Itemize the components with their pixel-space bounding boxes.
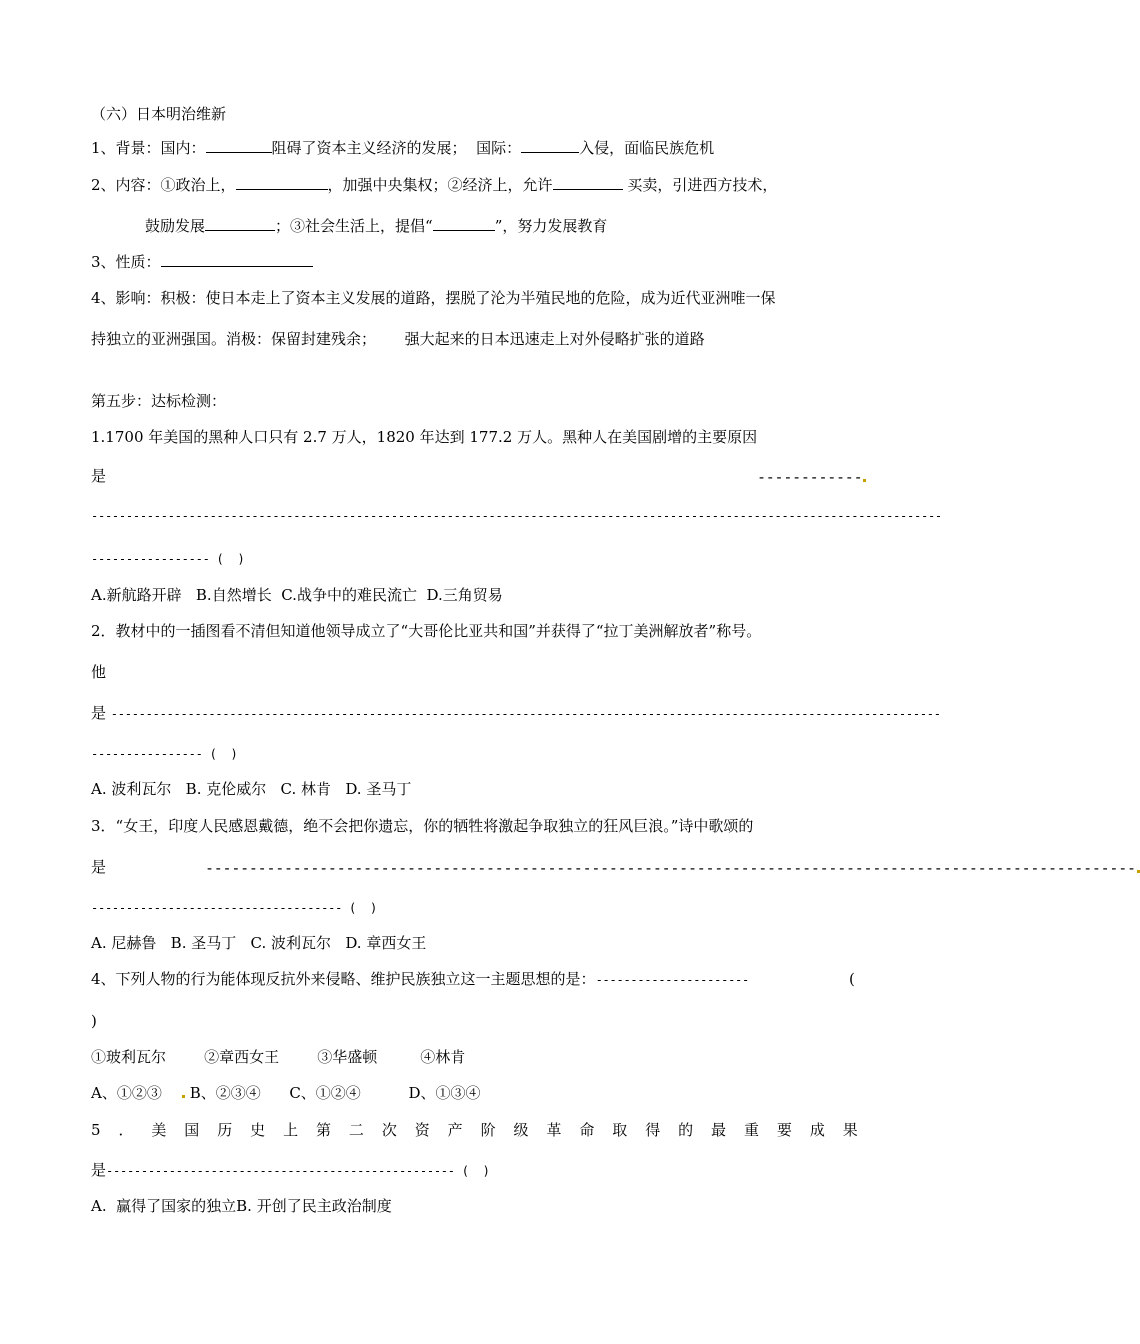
blank-advocate (433, 216, 495, 231)
q4-dash: ---------------------- (595, 973, 750, 987)
content-line-2 (145, 216, 607, 236)
q3-shi: 是 (91, 858, 107, 876)
q1-dash-right (757, 467, 866, 487)
q4-options (91, 1083, 481, 1103)
blank-economy (553, 175, 623, 190)
q2-text: 2．教材中的一插图看不清但知道他领导成立了“大哥伦比亚共和国”并获得了“拉丁美洲解放者”称号。 (91, 622, 762, 640)
q3-dash-end: ------------------------------------ ( ) (91, 901, 377, 915)
q4-text-line (91, 969, 749, 990)
content-end: 买卖，引进西方技术， (622, 176, 778, 194)
mark-dot (182, 1095, 185, 1098)
q5-dash: -------------------------------------------------- ( ) (106, 1164, 490, 1178)
q5-char: 产 (447, 1121, 463, 1139)
blank-politics (236, 175, 328, 190)
q5-char: 上 (283, 1121, 299, 1139)
q3-dash-right (205, 858, 1140, 878)
blank-international (521, 138, 579, 153)
q5-char: 史 (250, 1121, 266, 1139)
q5-shi-line (91, 1160, 490, 1181)
q5-char: 二 (348, 1121, 364, 1139)
q5-char: 次 (381, 1121, 397, 1139)
q1-dash-end: ----------------- ( ) (91, 552, 245, 566)
q1-text: 1.1700 年美国的黑种人口只有 2.7 万人，1820 年达到 177.2 万人。黑种人在美国剧增的主要原因 (91, 428, 758, 446)
background-end: 入侵，面临民族危机 (579, 139, 715, 157)
q3-text: 3．“女王，印度人民感恩戴德，绝不会把你遗忘，你的牺牲将激起争取独立的狂风巨浪。”诗中歌颂的 (91, 817, 754, 835)
q5-char: 5 (91, 1121, 101, 1139)
q5-char: 国 (184, 1121, 200, 1139)
background-mid: 阻碍了资本主义经济的发展； 国际： (271, 139, 522, 157)
q5-char: 命 (579, 1121, 595, 1139)
mark-dot (863, 479, 866, 482)
q5-char: 第 (315, 1121, 331, 1139)
content-mid: ，加强中央集权；②经济上，允许 (327, 176, 553, 194)
q5-options: A. 赢得了国家的独立B. 开创了民主政治制度 (91, 1197, 392, 1215)
q5-text (91, 1120, 858, 1140)
q5-char: 阶 (480, 1121, 496, 1139)
q5-char: 革 (546, 1121, 562, 1139)
q5-char: 成 (809, 1121, 825, 1139)
q1-dash-right-text: ------------ (757, 468, 863, 486)
impact-line-2: 持独立的亚洲强国。消极：保留封建残余； 强大起来的日本迅速走上对外侵略扩张的道路 (91, 330, 705, 348)
content2-end: ”，努力发展教育 (494, 217, 608, 235)
q2-shi: 是 (91, 704, 111, 722)
q5-char: 重 (743, 1121, 759, 1139)
q4-paren-close: ) (91, 1012, 97, 1030)
q4-option-rest: B、②③④ C、①②④ D、①③④ (189, 1084, 481, 1102)
mark-dot (1137, 870, 1140, 873)
q5-char: 得 (645, 1121, 661, 1139)
content-label: 2、内容：①政治上， (91, 176, 236, 194)
q5-char: 取 (612, 1121, 628, 1139)
content2-mid: ；③社会生活上，提倡“ (275, 217, 433, 235)
q2-ta: 他 (91, 663, 107, 681)
q4-people: ①玻利瓦尔 ②章西女王 ③华盛顿 ④林肯 (91, 1048, 466, 1066)
q5-char: ． (118, 1121, 134, 1139)
background-label: 1、背景：国内： (91, 139, 206, 157)
background-line (91, 138, 714, 158)
q1-options: A.新航路开辟 B.自然增长 C.战争中的难民流亡 D.三角贸易 (91, 586, 503, 604)
nature-label: 3、性质： (91, 253, 161, 271)
q5-char: 历 (217, 1121, 233, 1139)
step5-title: 第五步：达标检测： (91, 392, 227, 410)
q3-dash-right-text: ---------------------------------------------------------------------------------------------------------- (205, 859, 1136, 877)
q5-char: 资 (414, 1121, 430, 1139)
blank-domestic (206, 138, 272, 153)
q5-shi: 是 (91, 1161, 107, 1179)
impact-line-1: 4、影响：积极：使日本走上了资本主义发展的道路，摆脱了沦为半殖民地的危险，成为近代亚洲唯一保 (91, 289, 776, 307)
q5-char: 的 (678, 1121, 694, 1139)
q5-char: 级 (513, 1121, 529, 1139)
q5-char: 最 (711, 1121, 727, 1139)
blank-develop (205, 216, 275, 231)
q1-shi: 是 (91, 467, 107, 485)
q2-dash-end: ---------------- ( ) (91, 747, 238, 761)
q4-paren-open: ( (849, 970, 855, 988)
q5-char: 美 (151, 1121, 167, 1139)
q2-dash-full: ----------------------------------------------------------------------------------------------------------------------- (110, 707, 941, 721)
content2-label: 鼓励发展 (145, 217, 206, 235)
q1-dash-full: -------------------------------------------------------------------------------------------------------------------------- (91, 509, 942, 523)
q5-char: 果 (842, 1121, 858, 1139)
section-title: （六）日本明治维新 (91, 105, 227, 123)
q4-option-a: A、①②③ (91, 1084, 162, 1102)
q5-char: 要 (776, 1121, 792, 1139)
blank-nature (161, 252, 313, 267)
nature-line (91, 252, 313, 272)
q2-options: A. 波利瓦尔 B. 克伦威尔 C. 林肯 D. 圣马丁 (91, 780, 412, 798)
q3-options: A. 尼赫鲁 B. 圣马丁 C. 波利瓦尔 D. 章西女王 (91, 934, 427, 952)
q4-text: 4、下列人物的行为能体现反抗外来侵略、维护民族独立这一主题思想的是： (91, 970, 596, 988)
q2-shi-line (91, 703, 941, 724)
content-line-1 (91, 175, 777, 195)
